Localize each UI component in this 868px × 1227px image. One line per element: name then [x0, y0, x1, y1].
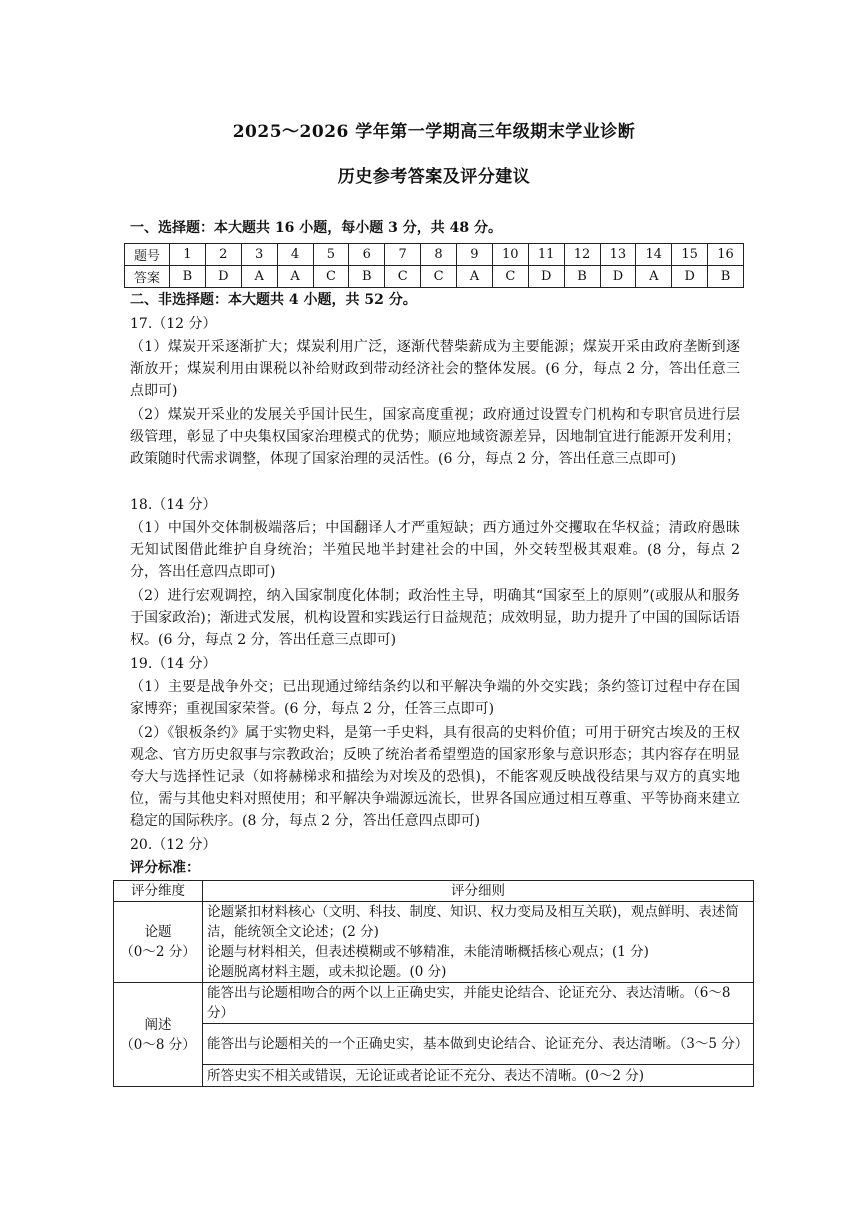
rubric-criterion: 论题紧扣材料核心（文明、科技、制度、知识、权力变局及相互关联)，观点鲜明、表述简洁，能统领全文论述；(2 分)	[207, 904, 739, 940]
rubric-criterion: 能答出与论题相吻合的两个以上正确史实，并能史论结合、论证充分、表达清晰。（6～8 分）	[203, 983, 754, 1024]
rubric-criterion: 所答史实不相关或错误，无论证或者论证不充分、表达不清晰。(0～2 分)	[203, 1065, 754, 1087]
rubric-detail-thesis	[203, 902, 754, 983]
rubric-row-argument-3	[114, 1065, 754, 1087]
question-row-label: 题号	[125, 244, 170, 266]
answer-cell: C	[421, 266, 457, 288]
rubric-header-row	[114, 881, 754, 902]
rubric-col-dimension: 评分维度	[114, 881, 203, 902]
answer-cell: C	[492, 266, 528, 288]
rubric-criterion: 论题与材料相关，但表述模糊或不够精准，未能清晰概括核心观点；(1 分)	[207, 944, 649, 960]
rubric-row-thesis	[114, 902, 754, 983]
question-number-cell: 4	[277, 244, 313, 266]
answer-cell: B	[564, 266, 600, 288]
q19-header: 19.（14 分）	[130, 656, 217, 672]
q20-header: 20.（12 分）	[130, 837, 217, 853]
answer-cell: A	[457, 266, 493, 288]
q17-part1: （1）煤炭开采逐渐扩大；煤炭利用广泛，逐渐代替柴薪成为主要能源；煤炭开采由政府垄断到逐渐放开；煤炭利用由课税以补给财政到带动经济社会的整体发展。(6 分，每点 2 分，答出任意三点即可)	[130, 339, 740, 399]
question-number-cell: 10	[492, 244, 528, 266]
answer-cell: A	[636, 266, 672, 288]
dimension-name: 论题	[144, 924, 172, 940]
document-subtitle: 历史参考答案及评分建议	[337, 167, 531, 187]
rubric-row-argument-1	[114, 983, 754, 1024]
answer-cell: D	[205, 266, 241, 288]
answer-cell: D	[672, 266, 708, 288]
answer-row	[125, 266, 744, 288]
answer-cell: B	[708, 266, 744, 288]
answer-cell: A	[241, 266, 277, 288]
answer-cell: D	[528, 266, 564, 288]
answer-cell: C	[313, 266, 349, 288]
rubric-row-argument-2	[114, 1024, 754, 1065]
question-number-cell: 2	[205, 244, 241, 266]
q17-part2: （2）煤炭开采业的发展关乎国计民生，国家高度重视；政府通过设置专门机构和专职官员进行层级管理，彰显了中央集权国家治理模式的优势；顺应地域资源差异，因地制宜进行能源开发利用；政策随时代需求调整，体现了国家治理的灵活性。(6 分，每点 2 分，答出任意三点即可)	[130, 407, 740, 467]
question-number-cell: 11	[528, 244, 564, 266]
question-number-cell: 15	[672, 244, 708, 266]
question-number-cell: 1	[170, 244, 206, 266]
question-number-cell: 8	[421, 244, 457, 266]
scoring-rubric-table	[113, 880, 754, 1087]
rubric-col-detail: 评分细则	[203, 881, 754, 902]
dimension-name: 阐述	[144, 1016, 172, 1033]
multiple-choice-answer-table	[124, 243, 744, 288]
question-number-row	[125, 244, 744, 266]
question-number-cell: 3	[241, 244, 277, 266]
question-number-cell: 6	[349, 244, 385, 266]
document-title: 2025～2026 学年第一学期高三年级期末学业诊断	[232, 122, 636, 142]
q17-header: 17.（12 分）	[130, 316, 217, 332]
question-number-cell: 5	[313, 244, 349, 266]
answer-row-label: 答案	[125, 266, 170, 288]
question-number-cell: 7	[385, 244, 421, 266]
answer-cell: A	[277, 266, 313, 288]
question-number-cell: 13	[600, 244, 636, 266]
q19-part2: （2）《银板条约》属于实物史料，是第一手史料，具有很高的史料价值；可用于研究古埃及的王权观念、官方历史叙事与宗教政治；反映了统治者希望塑造的国家形象与意识形态；其内容存在明显夸大与选择性记录（如将赫梯求和描绘为对埃及的恐惧)，不能客观反映战役结果与双方的真实地位，需与其他史料对照使用；和平解决争端源远流长，世界各国应通过相互尊重、平等协商来建立稳定的国际秩序。(8 分，每点 2 分，答出任意四点即可)	[130, 725, 740, 829]
q19-part1: （1）主要是战争外交；已出现通过缔结条约以和平解决争端的外交实践；条约签订过程中存在国家博弈；重视国家荣誉。(6 分，每点 2 分，任答三点即可)	[130, 679, 740, 717]
question-number-cell: 14	[636, 244, 672, 266]
q18-part2: （2）进行宏观调控，纳入国家制度化体制；政治性主导，明确其“国家至上的原则”(或服从和服务于国家政治)；渐进式发展，机构设置和实践运行日益规范；成效明显，助力提升了中国的国际话语权。(6 分，每点 2 分，答出任意三点即可)	[130, 588, 740, 648]
question-number-cell: 9	[457, 244, 493, 266]
section2-heading: 二、非选择题：本大题共 4 小题，共 52 分。	[130, 292, 417, 308]
answer-cell: B	[170, 266, 206, 288]
question-number-cell: 16	[708, 244, 744, 266]
answer-cell: D	[600, 266, 636, 288]
rubric-criterion: 能答出与论题相关的一个正确史实，基本做到史论结合、论证充分、表达清晰。（3～5 分）	[203, 1024, 754, 1065]
rubric-title: 评分标准：	[130, 860, 200, 876]
q18-header: 18.（14 分）	[130, 497, 217, 513]
q18-part1: （1）中国外交体制极端落后；中国翻译人才严重短缺；西方通过外交攫取在华权益；清政府愚昧无知试图借此维护自身统治；半殖民地半封建社会的中国，外交转型极其艰难。(8 分，每点 2 分，答出任意四点即可)	[130, 520, 740, 580]
dimension-range: （0～2 分）	[120, 944, 196, 960]
rubric-dimension-thesis	[114, 902, 203, 983]
dimension-range: （0～8 分）	[120, 1036, 196, 1053]
question-number-cell: 12	[564, 244, 600, 266]
rubric-dimension-argument	[114, 983, 203, 1087]
rubric-criterion: 论题脱离材料主题，或未拟论题。(0 分)	[207, 964, 447, 980]
section1-heading: 一、选择题：本大题共 16 小题，每小题 3 分，共 48 分。	[130, 220, 502, 236]
answer-cell: B	[349, 266, 385, 288]
answer-cell: C	[385, 266, 421, 288]
